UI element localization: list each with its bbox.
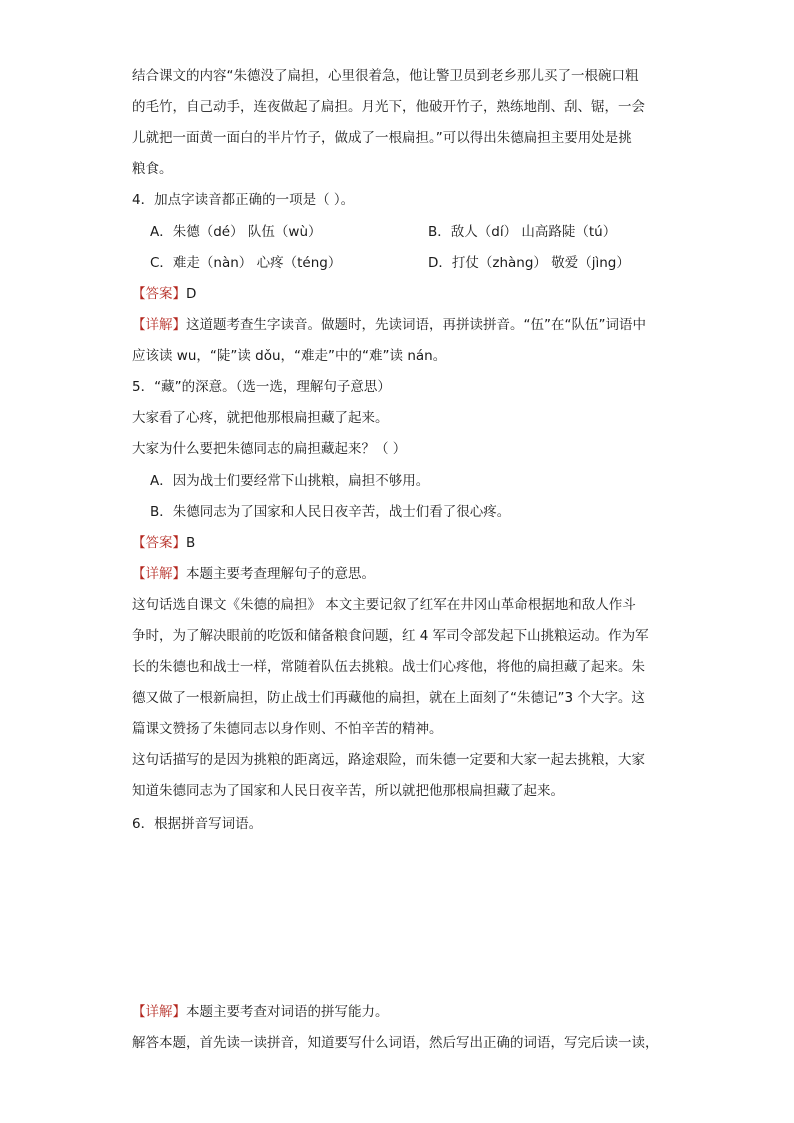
- paragraph-line: 结合课文的内容“朱德没了扁担，心里很着急，他让警卫员到老乡那儿买了一根碗口粗: [132, 68, 639, 84]
- detail-tag: 【详解】: [132, 317, 186, 333]
- option-b: B．朱德同志为了国家和人民日夜辛苦，战士们看了很心疼。: [150, 504, 511, 520]
- detail-tag: 【详解】: [132, 566, 186, 582]
- paragraph-line: 解答本题，首先读一读拼音，知道要写什么词语，然后写出正确的词语，写完后读一读，: [132, 1035, 659, 1051]
- answer-4: [132, 284, 662, 304]
- paragraph-line: 这句话描写的是因为挑粮的距离远，路途艰险，而朱德一定要和大家一起去挑粮，大家: [132, 752, 645, 768]
- paragraph-line: 长的朱德也和战士一样，常随着队伍去挑粮。战士们心疼他，将他的扁担藏了起来。朱: [132, 659, 645, 675]
- answer-value: D: [186, 286, 197, 302]
- detail-text: 这道题考查生字读音。做题时，先读词语，再拼读拼音。“伍”在“队伍”词语中: [186, 317, 646, 333]
- paragraph-line: 应该读 wu，“陡”读 dǒu，“难走”中的“难”读 nán。: [132, 348, 447, 364]
- question-6: 6．根据拼音写词语。: [132, 816, 263, 832]
- detail-6: [132, 1002, 662, 1022]
- detail-4: [132, 315, 662, 335]
- answer-value: B: [186, 535, 196, 551]
- option-d: D．打仗（zhàng） 敬爱（jìng）: [428, 255, 630, 271]
- paragraph-line: 知道朱德同志为了国家和人民日夜辛苦，所以就把他那根扁担藏了起来。: [132, 783, 564, 799]
- paragraph-line: 篇课文赞扬了朱德同志以身作则、不怕辛苦的精神。: [132, 721, 443, 737]
- paragraph-line: 儿就把一面黄一面白的半片竹子，做成了一根扁担。”可以得出朱德扁担主要用处是挑: [132, 130, 632, 146]
- paragraph-line: 的毛竹，自己动手，连夜做起了扁担。月光下，他破开竹子，熟练地削、刮、锯，一会: [132, 99, 645, 115]
- option-b: B．敌人（dí） 山高路陡（tú）: [428, 224, 617, 240]
- paragraph-line: 争时，为了解决眼前的吃饭和储备粮食问题，红 4 军司令部发起下山挑粮运动。作为军: [132, 628, 649, 644]
- detail-5: [132, 564, 662, 584]
- question-4: 4．加点字读音都正确的一项是（ ）。: [132, 192, 355, 208]
- option-a: A．因为战士们要经常下山挑粮，扁担不够用。: [150, 473, 430, 489]
- detail-tag: 【详解】: [132, 1004, 186, 1020]
- answer-tag: 【答案】: [132, 535, 186, 551]
- question-5: 5．“藏”的深意。（选一选，理解句子意思）: [132, 379, 391, 395]
- paragraph-line: 粮食。: [132, 161, 173, 177]
- paragraph-line: 大家看了心疼，就把他那根扁担藏了起来。: [132, 410, 389, 426]
- question-4-options-cd: [150, 253, 680, 273]
- option-c: C．难走（nàn） 心疼（téng）: [150, 255, 342, 271]
- answer-tag: 【答案】: [132, 286, 186, 302]
- question-4-options-ab: [150, 222, 680, 242]
- option-a: A．朱德（dé） 队伍（wù）: [150, 224, 322, 240]
- detail-text: 本题主要考查对词语的拼写能力。: [186, 1004, 389, 1020]
- paragraph-line: 大家为什么要把朱德同志的扁担藏起来？（ ）: [132, 441, 407, 457]
- paragraph-line: 德又做了一根新扁担，防止战士们再藏他的扁担，就在上面刻了“朱德记”3 个大字。这: [132, 690, 645, 706]
- answer-5: [132, 533, 662, 553]
- detail-text: 本题主要考查理解句子的意思。: [186, 566, 375, 582]
- paragraph-line: 这句话选自课文《朱德的扁担》 本文主要记叙了红军在井冈山革命根据地和敌人作斗: [132, 597, 636, 613]
